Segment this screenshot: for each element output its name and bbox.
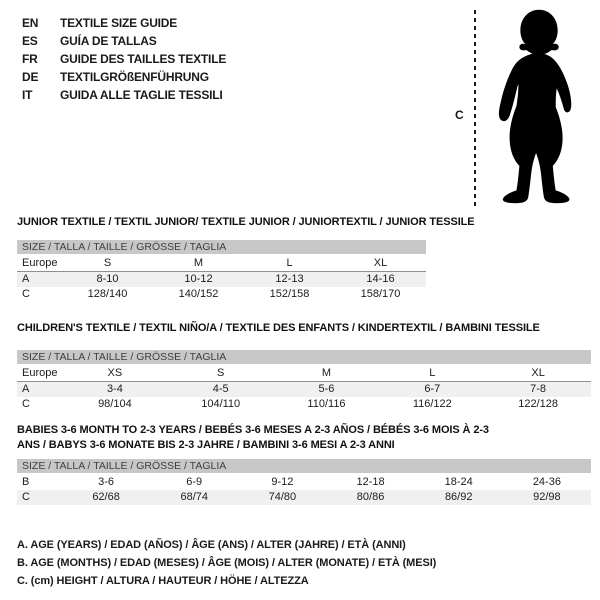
row-label: A	[17, 272, 62, 288]
cell-value: 80/86	[326, 490, 414, 505]
height-measure-label: C	[455, 108, 464, 122]
lang-row-de	[22, 68, 226, 86]
cell-value: 140/152	[178, 288, 219, 300]
cell-value: 12-18	[356, 476, 385, 488]
size-header-row	[17, 350, 591, 365]
cell-value: 5-6	[274, 382, 380, 398]
size-header-bar: SIZE / TALLA / TAILLE / GRÖSSE / TAGLIA	[17, 240, 426, 255]
size-header-bar: SIZE / TALLA / TAILLE / GRÖSSE / TAGLIA	[17, 350, 591, 365]
cell-value: 3-6	[98, 476, 115, 488]
cell-value: XL	[485, 365, 591, 382]
lang-code: FR	[22, 52, 38, 66]
cell-value: M	[274, 365, 380, 382]
cell-value: 158/170	[360, 288, 401, 300]
cell-value: 86/92	[415, 490, 503, 505]
language-title-list	[22, 14, 226, 104]
table-row	[17, 272, 426, 288]
footnote-height-cm: C. (cm) HEIGHT / ALTURA / HAUTEUR / HÖHE / ALTEZZA	[17, 575, 309, 587]
size-header-row	[17, 459, 591, 474]
cell-value: L	[244, 255, 335, 272]
cell-value: 3-4	[62, 382, 168, 398]
cell-value: 12-13	[244, 272, 335, 288]
lang-row-es	[22, 32, 226, 50]
cell-value: 92/98	[503, 490, 591, 505]
row-label: C	[22, 288, 30, 300]
cell-value: 8-10	[62, 272, 153, 288]
cell-value: 24-36	[532, 476, 561, 488]
footnote-legend	[17, 536, 436, 590]
cell-value: 116/122	[412, 398, 452, 410]
lang-code: DE	[22, 70, 39, 84]
cell-value: 128/140	[87, 288, 128, 300]
footnote-age-years: A. AGE (YEARS) / EDAD (AÑOS) / ÂGE (ANS) / ALTER (JAHRE) / ETÀ (ANNI)	[17, 539, 406, 551]
babies-size-table	[17, 459, 591, 505]
cell-value: 10-12	[153, 272, 244, 288]
table-row	[17, 397, 591, 412]
cell-value: 9-12	[271, 476, 294, 488]
cell-value: 74/80	[238, 490, 326, 505]
cell-value: 14-16	[335, 272, 426, 288]
lang-title: TEXTILE SIZE GUIDE	[60, 16, 178, 30]
lang-code: ES	[22, 34, 38, 48]
table-row	[17, 255, 426, 272]
lang-title: GUÍA DE TALLAS	[60, 34, 157, 48]
lang-title: GUIDE DES TAILLES TEXTILE	[60, 52, 227, 66]
lang-row-en	[22, 14, 226, 32]
table-row	[17, 382, 591, 398]
cell-value: 122/128	[518, 398, 558, 410]
table-row	[17, 474, 591, 490]
lang-row-fr	[22, 50, 226, 68]
row-label: A	[17, 382, 62, 398]
baby-silhouette-icon	[487, 6, 595, 206]
cell-value: 6-9	[186, 476, 203, 488]
cell-value: 152/158	[269, 288, 310, 300]
cell-value: XL	[335, 255, 426, 272]
table-row	[17, 365, 591, 382]
cell-value: 68/74	[150, 490, 238, 505]
cell-value: 7-8	[485, 382, 591, 398]
row-label: Europe	[17, 365, 62, 382]
row-label: B	[22, 476, 30, 488]
size-header-bar: SIZE / TALLA / TAILLE / GRÖSSE / TAGLIA	[17, 459, 591, 474]
lang-title: GUIDA ALLE TAGLIE TESSILI	[60, 88, 223, 102]
cell-value: 104/110	[201, 398, 241, 410]
children-table-title: CHILDREN'S TEXTILE / TEXTIL NIÑO/A / TEXTILE DES ENFANTS / KINDERTEXTIL / BAMBINI TESSILE	[17, 322, 540, 334]
table-row	[17, 490, 591, 505]
cell-value: 98/104	[98, 398, 132, 410]
junior-size-table	[17, 240, 426, 302]
cell-value: 18-24	[444, 476, 473, 488]
lang-row-it	[22, 86, 226, 104]
junior-table-title: JUNIOR TEXTILE / TEXTIL JUNIOR/ TEXTILE JUNIOR / JUNIORTEXTIL / JUNIOR TESSILE	[17, 216, 475, 228]
lang-code: EN	[22, 16, 39, 30]
cell-value: 4-5	[168, 382, 274, 398]
row-label: Europe	[17, 255, 62, 272]
cell-value: XS	[62, 365, 168, 382]
height-dashed-line	[474, 10, 476, 206]
cell-value: S	[168, 365, 274, 382]
size-header-row	[17, 240, 426, 255]
lang-title: TEXTILGRÖßENFÜHRUNG	[60, 70, 209, 84]
cell-value: 110/116	[307, 398, 346, 410]
cell-value: 6-7	[379, 382, 485, 398]
children-size-table	[17, 350, 591, 412]
row-label: C	[17, 490, 62, 505]
cell-value: M	[153, 255, 244, 272]
row-label: C	[22, 398, 30, 410]
cell-value: S	[62, 255, 153, 272]
cell-value: L	[379, 365, 485, 382]
lang-code: IT	[22, 88, 33, 102]
footnote-age-months: B. AGE (MONTHS) / EDAD (MESES) / ÂGE (MOIS) / ALTER (MONATE) / ETÀ (MESI)	[17, 557, 437, 569]
babies-table-title: BABIES 3-6 MONTH TO 2-3 YEARS / BEBÉS 3-6 MESES A 2-3 AÑOS / BÉBÉS 3-6 MOIS À 2-3 ANS / BABYS 3-6 MONATE BIS 2-3 JAHRE / BAMBINI 3-6 MESI A 2-3 ANNI	[17, 424, 489, 451]
cell-value: 62/68	[62, 490, 150, 505]
table-row	[17, 287, 426, 302]
